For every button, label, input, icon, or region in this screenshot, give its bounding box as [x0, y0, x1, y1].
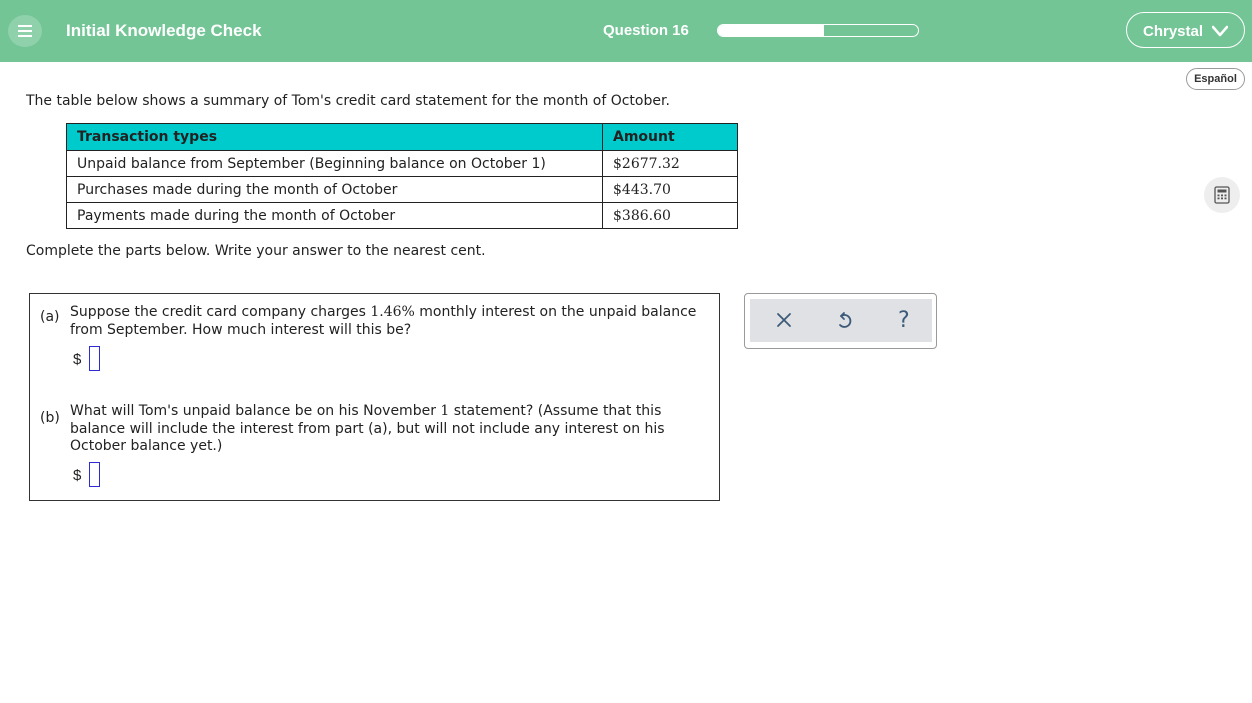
answer-tools: [744, 293, 937, 349]
hamburger-menu-icon[interactable]: [8, 15, 42, 47]
intro-text: The table below shows a summary of Tom's credit card statement for the month of October.: [26, 93, 670, 109]
app-title: Initial Knowledge Check: [66, 21, 262, 40]
instructions-text: Complete the parts below. Write your answer to the nearest cent.: [26, 243, 486, 259]
column-header-transaction-types: Transaction types: [67, 124, 603, 151]
amount-cell: $386.60: [603, 203, 738, 229]
part-b-currency: $: [73, 467, 82, 484]
close-icon: [775, 311, 793, 329]
help-button[interactable]: [886, 299, 926, 342]
transaction-type-cell: Unpaid balance from September (Beginning balance on October 1): [67, 151, 603, 177]
part-a-tag: (a): [40, 309, 60, 325]
table-header-row: [67, 124, 738, 151]
user-menu-button[interactable]: [1126, 12, 1245, 48]
part-a-text-before: Suppose the credit card company charges: [70, 304, 371, 320]
progress-bar: [717, 24, 919, 37]
chevron-down-icon: [1212, 25, 1228, 37]
question-box: [29, 293, 720, 501]
column-header-amount: Amount: [603, 124, 738, 151]
amount-cell: $2677.32: [603, 151, 738, 177]
answer-tools-bar: [750, 299, 932, 342]
question-number: Question 16: [603, 22, 689, 39]
transaction-type-cell: Purchases made during the month of October: [67, 177, 603, 203]
part-a-question: [70, 304, 710, 339]
table-row: [67, 203, 738, 229]
part-a-currency: $: [73, 351, 82, 368]
table-row: [67, 177, 738, 203]
language-toggle-button[interactable]: Español: [1186, 68, 1245, 90]
calculator-icon: [1214, 186, 1230, 204]
user-name: Chrystal: [1143, 23, 1204, 40]
calculator-button[interactable]: [1204, 177, 1240, 213]
help-icon: ?: [898, 308, 910, 333]
part-b-question: [70, 403, 710, 456]
undo-icon: [836, 311, 854, 331]
transaction-type-cell: Payments made during the month of October: [67, 203, 603, 229]
part-b-answer-input[interactable]: [89, 462, 100, 487]
clear-answer-button[interactable]: [764, 299, 804, 342]
undo-button[interactable]: [825, 299, 865, 342]
top-bar: [0, 0, 1252, 62]
statement-table: [66, 123, 738, 229]
part-b-text-after: statement? (Assume that this balance will include the interest from part (a), but will not include any interest on his October balance yet.): [70, 403, 665, 454]
part-b-text-before: What will Tom's unpaid balance be on his November: [70, 403, 441, 419]
progress-fill: [718, 25, 824, 36]
part-a-text-after: monthly interest on the unpaid balance from September. How much interest will this be?: [70, 304, 697, 338]
november-day: 1: [440, 403, 450, 419]
interest-rate: 1.46%: [370, 304, 415, 320]
part-b-tag: (b): [40, 410, 60, 426]
part-a-answer-input[interactable]: [89, 346, 100, 371]
amount-cell: $443.70: [603, 177, 738, 203]
table-row: [67, 151, 738, 177]
